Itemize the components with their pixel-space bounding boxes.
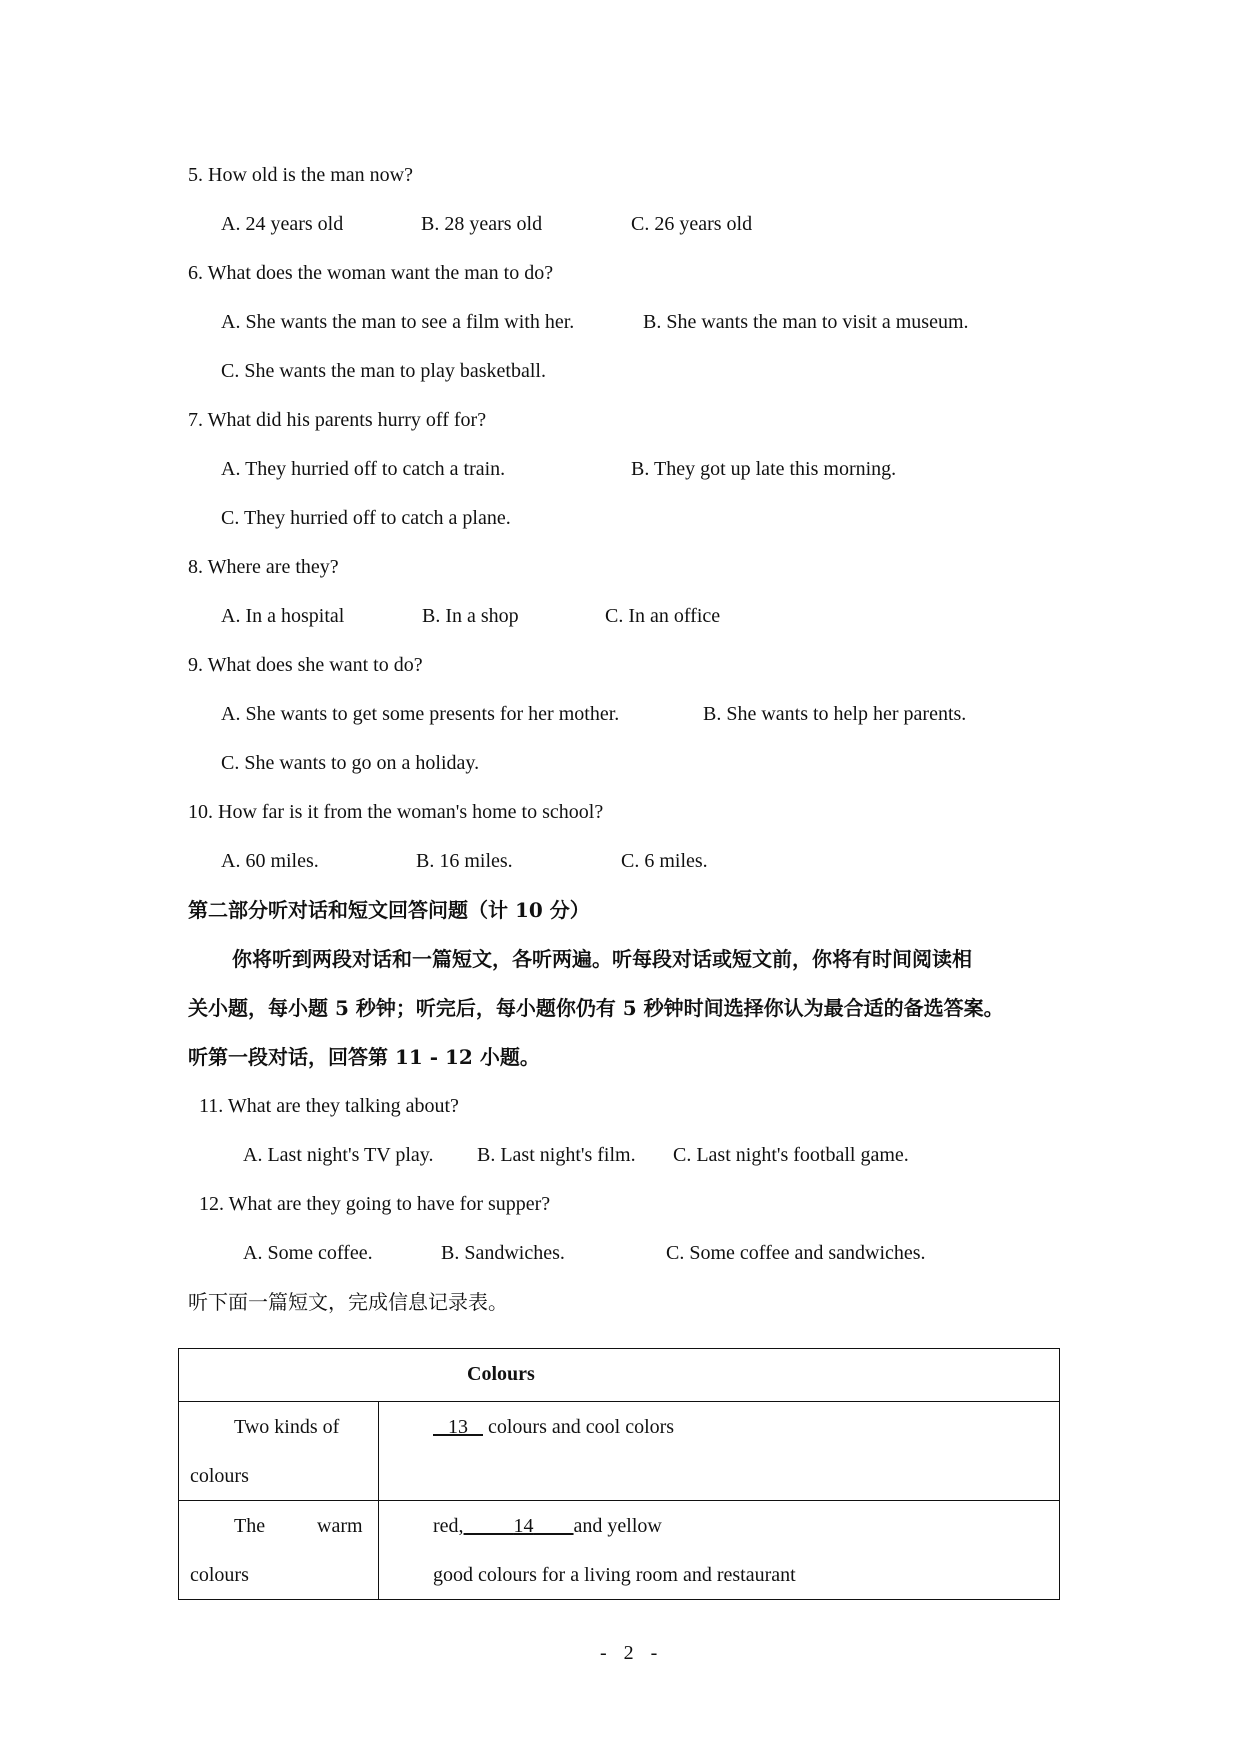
part2-instruction-line3: 听第一段对话，回答第 11 - 12 小题。 [188,1045,540,1069]
q10-option-b: B. 16 miles. [416,850,513,872]
row2-label-line2: colours [190,1564,249,1586]
passage-instruction: 听下面一篇短文，完成信息记录表。 [188,1290,508,1314]
q10-option-a: A. 60 miles. [221,850,319,872]
row2-label-word2: warm [317,1515,363,1537]
row1-text: colours and cool colors [488,1416,675,1438]
q5-option-a: A. 24 years old [221,213,344,235]
colours-info-table [178,1348,1060,1600]
question-6: 6. What does the woman want the man to do? [188,262,554,284]
q10-option-c: C. 6 miles. [621,850,708,872]
row2-post: and yellow [573,1515,662,1537]
question-12: 12. What are they going to have for supper? [199,1193,551,1215]
q7-option-b: B. They got up late this morning. [631,458,897,480]
row2-line2: good colours for a living room and restaurant [433,1564,796,1586]
q11-option-b: B. Last night's film. [477,1144,636,1166]
row1-content-cell [379,1402,1060,1501]
row2-content-cell [379,1501,1060,1600]
q8-option-a: A. In a hospital [221,605,345,627]
part2-instruction-line1: 你将听到两段对话和一篇短文，各听两遍。听每段对话或短文前，你将有时间阅读相 [232,947,972,971]
row2-content [433,1515,662,1538]
row1-content [433,1416,674,1439]
q11-option-c: C. Last night's football game. [673,1144,909,1166]
q8-option-c: C. In an office [605,605,721,627]
page-number: - 2 - [600,1642,664,1664]
q6-option-a: A. She wants the man to see a film with her. [221,311,575,333]
q7-option-c: C. They hurried off to catch a plane. [221,507,511,529]
question-10: 10. How far is it from the woman's home to school? [188,801,604,823]
q7-option-a: A. They hurried off to catch a train. [221,458,506,480]
question-7: 7. What did his parents hurry off for? [188,409,487,431]
q6-option-c: C. She wants the man to play basketball. [221,360,546,382]
q6-option-b: B. She wants the man to visit a museum. [643,311,969,333]
q11-option-a: A. Last night's TV play. [243,1144,434,1166]
row1-label-line2: colours [190,1465,249,1487]
q12-option-a: A. Some coffee. [243,1242,373,1264]
row2-label-word1: The [234,1515,266,1537]
question-9: 9. What does she want to do? [188,654,423,676]
q9-option-a: A. She wants to get some presents for her mother. [221,703,620,725]
q5-option-b: B. 28 years old [421,213,543,235]
question-8: 8. Where are they? [188,556,339,578]
row1-label-cell [179,1402,379,1501]
part2-heading: 第二部分听对话和短文回答问题（计 10 分） [188,898,590,922]
question-5: 5. How old is the man now? [188,164,413,186]
table-title-cell [179,1349,1060,1402]
q12-option-c: C. Some coffee and sandwiches. [666,1242,926,1264]
blank-13: 13 [448,1416,468,1438]
row1-label-line1: Two kinds of [234,1416,340,1438]
question-11: 11. What are they talking about? [199,1095,459,1117]
table-title: Colours [467,1363,535,1385]
blank-14: 14 [513,1515,534,1537]
row2-pre: red, [433,1515,464,1537]
row2-label-cell [179,1501,379,1600]
q9-option-c: C. She wants to go on a holiday. [221,752,480,774]
q12-option-b: B. Sandwiches. [441,1242,565,1264]
q5-option-c: C. 26 years old [631,213,753,235]
part2-instruction-line2: 关小题，每小题 5 秒钟；听完后，每小题你仍有 5 秒钟时间选择你认为最合适的备选答案。 [188,996,1004,1020]
q9-option-b: B. She wants to help her parents. [703,703,967,725]
q8-option-b: B. In a shop [422,605,519,627]
